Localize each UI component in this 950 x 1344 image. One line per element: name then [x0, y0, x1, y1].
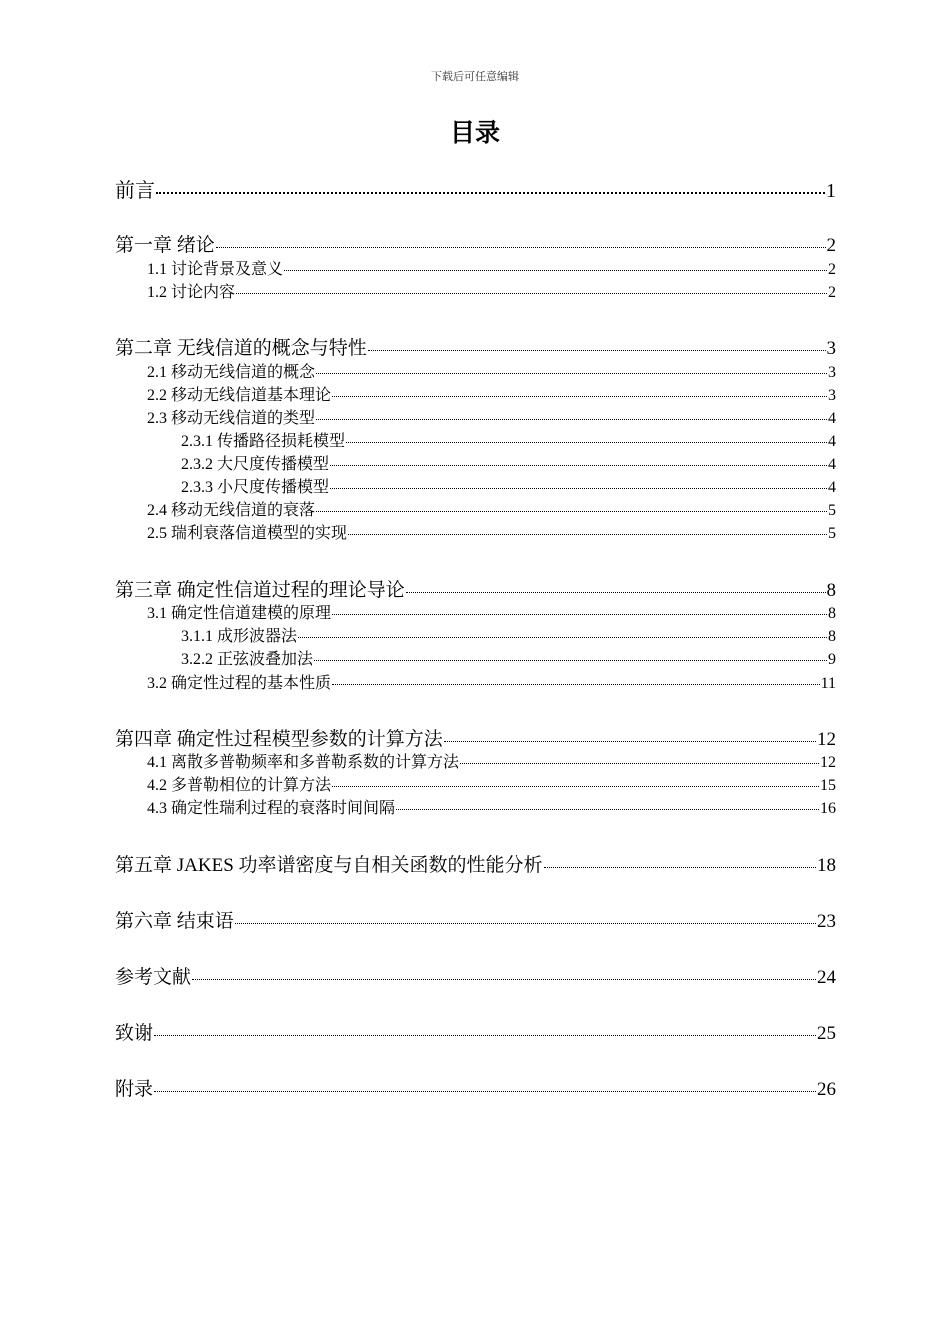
toc-entry-label: 3.2 确定性过程的基本性质 — [147, 675, 332, 692]
toc-entry-page: 8 — [826, 580, 836, 601]
dot-leader — [444, 741, 816, 742]
toc-entry-label: 2.5 瑞利衰落信道模型的实现 — [147, 525, 348, 542]
toc-entry-3-2-2[interactable] — [115, 646, 836, 669]
toc-entry-page: 8 — [828, 628, 836, 645]
toc-entry-label: 第一章 绪论 — [115, 235, 215, 256]
toc-entry-1-2[interactable] — [115, 279, 836, 302]
toc-entry-label: 第二章 无线信道的概念与特性 — [115, 338, 367, 359]
toc-entry-preface[interactable] — [115, 174, 836, 203]
dot-leader — [406, 592, 826, 593]
dot-leader — [236, 293, 827, 294]
toc-entry-chapter-5[interactable] — [115, 850, 836, 877]
dot-leader — [192, 979, 816, 980]
toc-entry-label: 第五章 JAKES 功率谱密度与自相关函数的性能分析 — [115, 855, 543, 876]
toc-entry-page: 25 — [817, 1023, 836, 1044]
toc-entry-label: 2.3.3 小尺度传播模型 — [181, 479, 330, 496]
toc-entry-2-4[interactable] — [115, 497, 836, 520]
header-note: 下载后可任意编辑 — [431, 71, 519, 83]
toc-entry-4-2[interactable] — [115, 772, 836, 795]
toc-entry-page: 23 — [817, 911, 836, 932]
dot-leader — [460, 763, 819, 764]
dot-leader — [316, 419, 827, 420]
dot-leader — [544, 867, 816, 868]
toc-entry-page: 2 — [828, 261, 836, 278]
toc-entry-1-1[interactable] — [115, 256, 836, 279]
toc-entry-page: 12 — [820, 754, 836, 771]
toc-entry-page: 15 — [820, 777, 836, 794]
dot-leader — [156, 192, 825, 194]
toc-entry-appendix[interactable] — [115, 1074, 836, 1101]
toc-entry-references[interactable] — [115, 962, 836, 989]
toc-title: 目录 — [449, 118, 500, 147]
toc-entry-page: 5 — [828, 502, 836, 519]
dot-leader — [368, 350, 826, 351]
toc-entry-label: 4.2 多普勒相位的计算方法 — [147, 777, 332, 794]
toc-entry-label: 2.4 移动无线信道的衰落 — [147, 502, 316, 519]
toc-entry-label: 前言 — [115, 180, 155, 202]
toc-entry-label: 第六章 结束语 — [115, 911, 234, 932]
toc-entry-label: 3.2.2 正弦波叠加法 — [181, 651, 314, 668]
toc-entry-chapter-3[interactable] — [115, 575, 836, 602]
toc-entry-chapter-6[interactable] — [115, 906, 836, 933]
toc-entry-page: 2 — [828, 284, 836, 301]
toc-entry-page: 4 — [828, 410, 836, 427]
dot-leader — [332, 786, 819, 787]
dot-leader — [330, 488, 827, 489]
toc-entry-page: 26 — [817, 1079, 836, 1100]
dot-leader — [154, 1035, 816, 1036]
dot-leader — [235, 923, 816, 924]
toc-entry-label: 4.3 确定性瑞利过程的衰落时间间隔 — [147, 800, 396, 817]
toc-entry-page: 4 — [828, 456, 836, 473]
toc-entry-label: 第四章 确定性过程模型参数的计算方法 — [115, 729, 443, 750]
toc-entry-page: 3 — [828, 364, 836, 381]
toc-entry-chapter-4[interactable] — [115, 724, 836, 751]
toc-entry-page: 3 — [826, 338, 836, 359]
toc-entry-4-1[interactable] — [115, 749, 836, 772]
toc-entry-page: 18 — [817, 855, 836, 876]
dot-leader — [346, 442, 827, 443]
toc-entry-page: 12 — [817, 729, 836, 750]
toc-entry-label: 2.1 移动无线信道的概念 — [147, 364, 316, 381]
dot-leader — [332, 614, 827, 615]
toc-entry-2-3-1[interactable] — [115, 428, 836, 451]
toc-entry-label: 参考文献 — [115, 967, 192, 988]
toc-entry-label: 2.3.1 传播路径损耗模型 — [181, 433, 346, 450]
toc-entry-2-3-2[interactable] — [115, 451, 836, 474]
dot-leader — [314, 660, 827, 661]
toc-entry-page: 4 — [828, 433, 836, 450]
dot-leader — [154, 1091, 816, 1092]
toc-entry-chapter-1[interactable] — [115, 230, 836, 257]
toc-entry-page: 2 — [826, 235, 836, 256]
toc-entry-page: 11 — [820, 675, 836, 692]
dot-leader — [348, 534, 827, 535]
toc-entry-label: 2.3 移动无线信道的类型 — [147, 410, 316, 427]
dot-leader — [298, 637, 827, 638]
dot-leader — [216, 247, 826, 248]
dot-leader — [316, 373, 827, 374]
dot-leader — [316, 511, 827, 512]
toc-entry-label: 1.2 讨论内容 — [147, 284, 236, 301]
toc-entry-label: 3.1 确定性信道建模的原理 — [147, 605, 332, 622]
toc-entry-3-2[interactable] — [115, 670, 836, 693]
toc-entry-page: 1 — [826, 180, 836, 202]
toc-entry-2-3-3[interactable] — [115, 474, 836, 497]
toc-entry-2-3[interactable] — [115, 405, 836, 428]
toc-entry-page: 5 — [828, 525, 836, 542]
toc-entry-label: 致谢 — [115, 1023, 154, 1044]
toc-entry-label: 2.2 移动无线信道基本理论 — [147, 387, 332, 404]
toc-entry-label: 2.3.2 大尺度传播模型 — [181, 456, 330, 473]
toc-entry-2-5[interactable] — [115, 520, 836, 543]
toc-entry-label: 4.1 离散多普勒频率和多普勒系数的计算方法 — [147, 754, 460, 771]
toc-entry-chapter-2[interactable] — [115, 333, 836, 360]
toc-entry-3-1-1[interactable] — [115, 623, 836, 646]
toc-entry-4-3[interactable] — [115, 795, 836, 818]
toc-entry-page: 3 — [828, 387, 836, 404]
toc-entry-label: 1.1 讨论背景及意义 — [147, 261, 284, 278]
toc-entry-page: 24 — [817, 967, 836, 988]
toc-entry-label: 3.1.1 成形波器法 — [181, 628, 298, 645]
toc-entry-label: 第三章 确定性信道过程的理论导论 — [115, 580, 405, 601]
dot-leader — [330, 465, 827, 466]
dot-leader — [284, 270, 827, 271]
toc-entry-label: 附录 — [115, 1079, 154, 1100]
toc-entry-page: 16 — [820, 800, 836, 817]
toc-entry-3-1[interactable] — [115, 600, 836, 623]
dot-leader — [332, 396, 827, 397]
toc-entry-page: 8 — [828, 605, 836, 622]
toc-entry-2-2[interactable] — [115, 382, 836, 405]
toc-entry-acknowledgements[interactable] — [115, 1018, 836, 1045]
dot-leader — [396, 809, 819, 810]
dot-leader — [332, 684, 820, 685]
toc-entry-page: 9 — [828, 651, 836, 668]
toc-entry-page: 4 — [828, 479, 836, 496]
toc-entry-2-1[interactable] — [115, 359, 836, 382]
